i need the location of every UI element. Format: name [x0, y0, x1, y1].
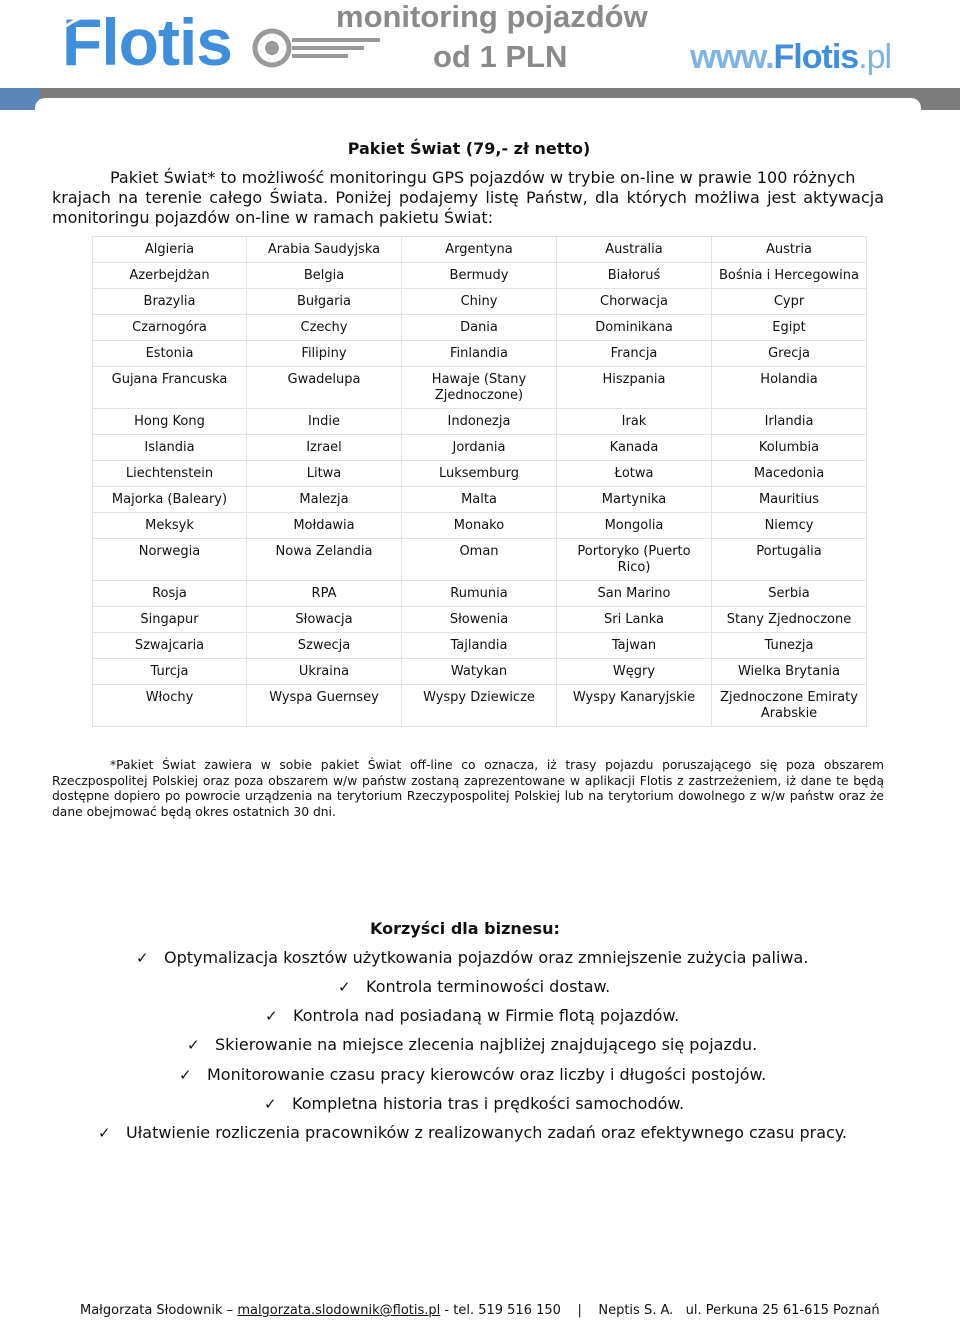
country-cell: Czechy [247, 315, 402, 341]
country-cell: Serbia [712, 581, 867, 607]
checkmark-icon: ✓ [338, 978, 351, 996]
website-link[interactable] [690, 38, 891, 76]
benefit-text: Skierowanie na miejsce zlecenia najbliżej znajdującego się pojazdu. [215, 1035, 758, 1054]
country-cell: Wyspy Kanaryjskie [557, 685, 712, 727]
country-cell: Egipt [712, 315, 867, 341]
country-row [93, 461, 867, 487]
country-cell: RPA [247, 581, 402, 607]
country-row [93, 581, 867, 607]
country-cell: Cypr [712, 289, 867, 315]
benefit-text: Kontrola terminowości dostaw. [366, 977, 611, 996]
country-cell: Niemcy [712, 513, 867, 539]
country-cell: Ukraina [247, 659, 402, 685]
country-cell: Szwajcaria [93, 633, 247, 659]
country-cell: Watykan [402, 659, 557, 685]
country-cell: Hawaje (Stany Zjednoczone) [402, 367, 557, 409]
countries-table [92, 236, 867, 727]
country-row [93, 435, 867, 461]
header-bar-accent [0, 88, 40, 110]
country-cell: Dania [402, 315, 557, 341]
country-row [93, 513, 867, 539]
country-row [93, 263, 867, 289]
tagline-monitoring: monitoring pojazdów [336, 0, 648, 34]
country-cell: Mongolia [557, 513, 712, 539]
country-cell: Islandia [93, 435, 247, 461]
country-cell: Rumunia [402, 581, 557, 607]
country-cell: Chiny [402, 289, 557, 315]
country-cell: Wyspy Dziewicze [402, 685, 557, 727]
country-cell: Bermudy [402, 263, 557, 289]
country-row [93, 607, 867, 633]
wheel-icon [252, 28, 382, 68]
country-cell: Meksyk [93, 513, 247, 539]
country-row [93, 685, 867, 727]
country-cell: Oman [402, 539, 557, 581]
country-cell: Finlandia [402, 341, 557, 367]
country-cell: Litwa [247, 461, 402, 487]
country-cell: Chorwacja [557, 289, 712, 315]
country-cell: Martynika [557, 487, 712, 513]
benefits-title: Korzyści dla biznesu: [370, 919, 560, 938]
footnote-text: *Pakiet Świat zawiera w sobie pakiet Świat off-line co oznacza, iż trasy pojazdu poruszającego się poza obszarem Rzeczpospolitej Polskiej oraz poza obszarem w/w państw zostaną zaprezentowane w aplikacji Flotis z zastrzeżeniem, iż dane te będą dostępne dopiero po powrocie urządzenia na terytorium Rzeczypospolitej Polskiej lub na terytorium dowolnego z w/w państw oraz że dane obejmować będą okres ostatnich 30 dni. [52, 758, 884, 819]
country-cell: Dominikana [557, 315, 712, 341]
country-cell: Wyspa Guernsey [247, 685, 402, 727]
country-cell: Macedonia [712, 461, 867, 487]
country-cell: Jordania [402, 435, 557, 461]
country-cell: Bułgaria [247, 289, 402, 315]
contact-name: Małgorzata Słodownik – [80, 1303, 234, 1318]
country-cell: Łotwa [557, 461, 712, 487]
country-row [93, 341, 867, 367]
benefit-item [265, 1006, 679, 1026]
benefit-item [187, 1035, 757, 1055]
country-cell: Portoryko (Puerto Rico) [557, 539, 712, 581]
footnote [52, 758, 884, 820]
country-cell: Monako [402, 513, 557, 539]
contact-email-link[interactable]: malgorzata.slodownik@flotis.pl [237, 1303, 441, 1318]
country-cell: Singapur [93, 607, 247, 633]
country-cell: Francja [557, 341, 712, 367]
country-cell: Filipiny [247, 341, 402, 367]
country-cell: Czarnogóra [93, 315, 247, 341]
country-cell: Włochy [93, 685, 247, 727]
checkmark-icon: ✓ [179, 1066, 192, 1084]
country-cell: Grecja [712, 341, 867, 367]
country-cell: Słowenia [402, 607, 557, 633]
country-row [93, 633, 867, 659]
country-cell: Gwadelupa [247, 367, 402, 409]
country-cell: Mauritius [712, 487, 867, 513]
country-cell: Stany Zjednoczone [712, 607, 867, 633]
benefit-text: Ułatwienie rozliczenia pracowników z realizowanych zadań oraz efektywnego czasu pracy. [126, 1123, 848, 1142]
country-cell: Algieria [93, 237, 247, 263]
country-cell: Malta [402, 487, 557, 513]
country-cell: Austria [712, 237, 867, 263]
country-cell: Argentyna [402, 237, 557, 263]
benefit-item [264, 1094, 684, 1114]
country-cell: Mołdawia [247, 513, 402, 539]
country-cell: Sri Lanka [557, 607, 712, 633]
country-cell: Indie [247, 409, 402, 435]
country-row [93, 487, 867, 513]
country-cell: Zjednoczone Emiraty Arabskie [712, 685, 867, 727]
page-sheet [35, 98, 921, 138]
benefit-text: Optymalizacja kosztów użytkowania pojazdów oraz zmniejszenie zużycia paliwa. [164, 948, 809, 967]
benefit-text: Kompletna historia tras i prędkości samochodów. [292, 1094, 685, 1113]
country-row [93, 315, 867, 341]
site-prefix: www. [690, 38, 774, 76]
country-cell: Tunezja [712, 633, 867, 659]
checkmark-icon: ✓ [98, 1124, 111, 1142]
country-row [93, 539, 867, 581]
country-cell: Irlandia [712, 409, 867, 435]
country-cell: Indonezja [402, 409, 557, 435]
intro-line-2: krajach na terenie całego Świata. Poniżej podajemy listę Państw, dla których możliwa jest aktywacja monitoringu pojazdów on-line w ramach pakietu Świat: [52, 188, 884, 227]
country-cell: Norwegia [93, 539, 247, 581]
site-domain: Flotis [773, 38, 859, 76]
intro-paragraph [52, 168, 884, 228]
country-cell: Węgry [557, 659, 712, 685]
checkmark-icon: ✓ [265, 1007, 278, 1025]
country-cell: Izrael [247, 435, 402, 461]
country-cell: Luksemburg [402, 461, 557, 487]
country-cell: Irak [557, 409, 712, 435]
intro-line-1: Pakiet Świat* to możliwość monitoringu GPS pojazdów w trybie on-line w prawie 100 różnych [110, 168, 856, 187]
country-cell: Słowacja [247, 607, 402, 633]
country-cell: Hong Kong [93, 409, 247, 435]
country-cell: Liechtenstein [93, 461, 247, 487]
country-row [93, 659, 867, 685]
country-row [93, 237, 867, 263]
benefit-item [136, 948, 808, 968]
logo-text: Flotis [62, 5, 232, 79]
country-cell: Turcja [93, 659, 247, 685]
country-cell: Holandia [712, 367, 867, 409]
country-cell: Wielka Brytania [712, 659, 867, 685]
country-cell: Estonia [93, 341, 247, 367]
country-cell: Nowa Zelandia [247, 539, 402, 581]
country-cell: Australia [557, 237, 712, 263]
page-footer [80, 1302, 880, 1320]
country-cell: Białoruś [557, 263, 712, 289]
package-title: Pakiet Świat (79,- zł netto) [347, 139, 591, 158]
country-row [93, 367, 867, 409]
benefit-text: Kontrola nad posiadaną w Firmie flotą pojazdów. [293, 1006, 680, 1025]
benefit-item [338, 977, 610, 997]
country-cell: Belgia [247, 263, 402, 289]
country-cell: Bośnia i Hercegowina [712, 263, 867, 289]
page-header [0, 0, 960, 120]
country-cell: Kolumbia [712, 435, 867, 461]
country-cell: Portugalia [712, 539, 867, 581]
country-cell: San Marino [557, 581, 712, 607]
checkmark-icon: ✓ [264, 1095, 277, 1113]
country-row [93, 409, 867, 435]
tagline-price: od 1 PLN [433, 39, 568, 74]
country-cell: Szwecja [247, 633, 402, 659]
country-cell: Rosja [93, 581, 247, 607]
benefit-item [98, 1123, 847, 1143]
checkmark-icon: ✓ [136, 949, 149, 967]
country-cell: Tajlandia [402, 633, 557, 659]
country-cell: Arabia Saudyjska [247, 237, 402, 263]
logo-swoosh-icon [64, 10, 124, 30]
country-cell: Azerbejdżan [93, 263, 247, 289]
benefit-text: Monitorowanie czasu pracy kierowców oraz liczby i długości postojów. [207, 1065, 767, 1084]
country-cell: Hiszpania [557, 367, 712, 409]
country-cell: Majorka (Baleary) [93, 487, 247, 513]
country-cell: Brazylia [93, 289, 247, 315]
country-cell: Kanada [557, 435, 712, 461]
country-cell: Malezja [247, 487, 402, 513]
benefit-item [179, 1065, 766, 1085]
country-cell: Gujana Francuska [93, 367, 247, 409]
contact-details: - tel. 519 516 150 | Neptis S. A. ul. Perkuna 25 61-615 Poznań [444, 1303, 880, 1318]
site-tld: .pl [858, 38, 892, 76]
country-row [93, 289, 867, 315]
checkmark-icon: ✓ [187, 1036, 200, 1054]
country-cell: Tajwan [557, 633, 712, 659]
